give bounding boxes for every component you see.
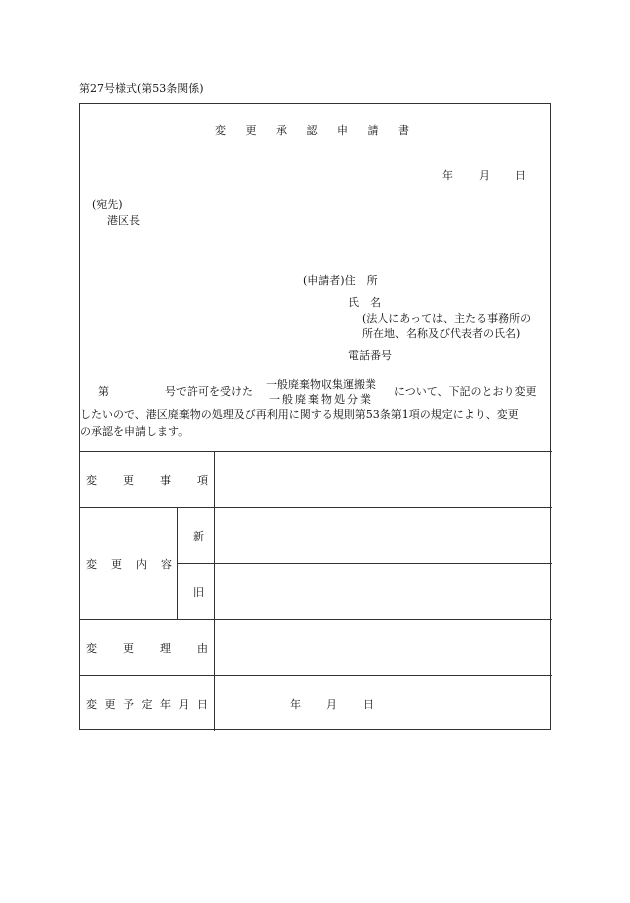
table-divider — [177, 507, 178, 619]
table-divider — [177, 563, 552, 564]
addressee-label: (宛先) — [92, 198, 123, 211]
applicant-name-label: 氏 名 — [348, 296, 381, 309]
date-day: 日 — [515, 169, 526, 182]
new-content-label: 新 — [193, 530, 204, 543]
date-month: 月 — [479, 169, 490, 182]
applicant-name-note: 所在地、名称及び代表者の氏名) — [362, 327, 521, 340]
change-reason-label: 変 更 理 由 — [86, 642, 208, 655]
applicant-phone-label: 電話番号 — [348, 349, 392, 362]
table-divider — [80, 507, 552, 508]
table-divider — [80, 619, 552, 620]
planned-date-month: 月 — [326, 698, 337, 711]
table-divider — [214, 451, 215, 731]
old-content-label: 旧 — [193, 586, 204, 599]
addressee-name: 港区長 — [107, 214, 140, 227]
applicant-address-label: (申請者)住 所 — [303, 274, 378, 287]
application-form — [79, 103, 551, 730]
change-content-label: 変 更 内 容 — [86, 558, 172, 571]
business-type-collection: 一般廃棄物収集運搬業 — [266, 378, 376, 391]
body-text: の承認を申請します。 — [80, 425, 190, 438]
table-divider — [80, 675, 552, 676]
body-text: 第 — [98, 385, 109, 398]
planned-date-day: 日 — [363, 698, 374, 711]
planned-date-label: 変 更 予 定 年 月 日 — [86, 698, 208, 711]
table-divider — [80, 451, 552, 452]
body-text: 号で許可を受けた — [165, 385, 253, 398]
change-item-label: 変 更 事 項 — [86, 474, 208, 487]
applicant-name-note: (法人にあっては、主たる事務所の — [362, 312, 532, 325]
date-year: 年 — [442, 169, 453, 182]
planned-date-year: 年 — [290, 698, 301, 711]
business-type-disposal: 一般廃棄物処分業 — [269, 393, 373, 406]
body-text: について、下記のとおり変更 — [394, 385, 537, 398]
body-text: したいので、港区廃棄物の処理及び再利用に関する規則第53条第1項の規定により、変更 — [80, 408, 519, 421]
form-reference: 第27号様式(第53条関係) — [79, 82, 204, 95]
document-title: 変 更 承 認 申 請 書 — [215, 124, 417, 137]
